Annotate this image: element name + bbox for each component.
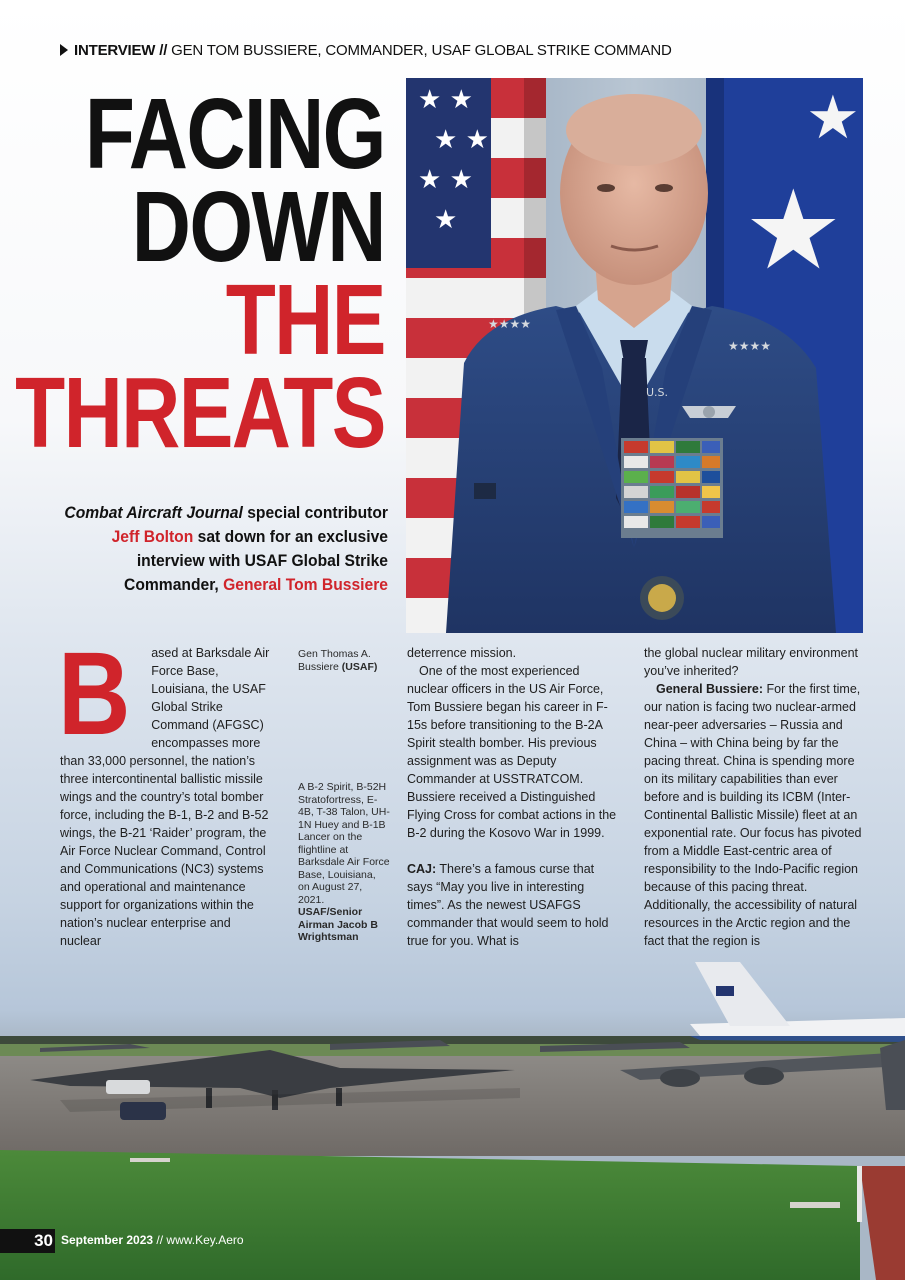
page-number-box — [0, 1229, 55, 1253]
svg-text:★★★★: ★★★★ — [488, 317, 532, 331]
airfield-caption — [298, 781, 390, 944]
article-paragraph-3: One of the most experienced nuclear officers in the US Air Force, Tom Bussiere began his career in F-15s before transitioning to the B-2A Spirit stealth bomber. His previous assignment was as Deputy Commander at USSTRATCOM. Bussiere received a Distinguished Flying Cross for combat actions in the B-2 during the Kosovo War in 1999. — [407, 664, 617, 840]
page-footer — [0, 1229, 905, 1253]
issue-date: September 2023 — [61, 1233, 154, 1247]
portrait-caption-text: Gen Thomas A. Bussiere — [298, 648, 371, 673]
article-column-3 — [644, 644, 862, 950]
footer-issue-info — [61, 1233, 244, 1247]
author-name: Jeff Bolton — [111, 527, 194, 546]
question-continuation: the global nuclear military environment you’ve inherited? — [644, 646, 858, 678]
svg-text:★ ★: ★ ★ — [418, 165, 473, 195]
triangle-bullet-icon — [60, 44, 68, 56]
standfirst — [57, 501, 388, 597]
headline-line-2: DOWN — [131, 171, 385, 283]
standfirst-part-2: sat down for an exclusive interview with USAF Global Strike Commander, — [124, 527, 388, 594]
portrait-caption-credit: (USAF) — [341, 660, 378, 673]
answer-paragraph — [644, 680, 862, 950]
portrait-caption — [298, 648, 390, 673]
svg-text:U.S.: U.S. — [646, 386, 669, 399]
page-number: 30 — [34, 1231, 53, 1250]
footer-separator: // — [156, 1233, 164, 1247]
article-paragraph-2: deterrence mission. — [407, 646, 517, 660]
answer-text: For the first time, our nation is facing two nuclear-armed near-peer adversaries – Russia and China – with China being by far the pacing threat. China is spending more on its military capabilities than ever before and is building its ICBM (Inter-Continental Ballistic Missile) fleet at an exponential rate. Our focus has pivoted from a Middle East-centric area of responsibility to the Indo-Pacific region because of this pacing threat. Additionally, the accessibility of natural resources in the Arctic region and the fact that the region is — [644, 682, 862, 948]
standfirst-part-1: special contributor — [247, 503, 388, 522]
answer-label: General Bussiere: — [656, 682, 763, 696]
portrait-illustration — [406, 78, 863, 633]
article-paragraph-1: ased at Barksdale Air Force Base, Louisiana, the USAF Global Strike Command (AFGSC) encompasses more than 33,000 personnel, the nation’s three intercontinental ballistic missile wings and the country’s total bomber force, including the B-1, B-2 and B-52 wings, the B-21 ‘Raider’ program, the Air Force Nuclear Command, Control and Communications (NC3) systems and operational and maintenance support for organizations within the nation’s nuclear enterprise and nuclear — [60, 646, 270, 948]
svg-text:★: ★ — [806, 83, 860, 153]
portrait-photo — [406, 78, 863, 633]
kicker-separator: // — [159, 42, 168, 59]
svg-text:★: ★ — [744, 166, 843, 294]
question-paragraph — [407, 860, 619, 950]
kicker-subject: GEN TOM BUSSIERE, COMMANDER, USAF GLOBAL STRIKE COMMAND — [171, 42, 672, 59]
website-link[interactable]: www.Key.Aero — [166, 1233, 244, 1247]
headline-line-3: THE — [225, 264, 385, 376]
section-kicker — [60, 42, 672, 59]
question-label: CAJ: — [407, 862, 437, 876]
question-text: There’s a famous curse that says “May you live in interesting times”. As the newest USAFGS commander that would seem to hold true for you. What is — [407, 862, 609, 948]
article-column-2 — [407, 644, 619, 950]
airfield-caption-credit: USAF/Senior Airman Jacob B Wrightsman — [298, 906, 378, 943]
svg-text:★ ★: ★ ★ — [418, 85, 473, 115]
interviewee-name: General Tom Bussiere — [223, 575, 388, 594]
drop-cap: B — [58, 628, 131, 760]
svg-text:★★★★: ★★★★ — [728, 339, 772, 353]
publication-name: Combat Aircraft Journal — [64, 503, 243, 522]
section-label: INTERVIEW — [74, 42, 156, 59]
headline — [15, 78, 385, 469]
headline-line-4: THREATS — [15, 357, 385, 469]
airfield-caption-text: A B-2 Spirit, B-52H Stratofortress, E-4B, T-38 Talon, UH-1N Huey and B-1B Lancer on the flightline at Barksdale Air Force Base, Louisiana, on August 27, 2021. — [298, 781, 390, 906]
article-column-1 — [58, 628, 272, 950]
headline-line-1: FACING — [85, 78, 385, 190]
svg-text:★: ★ — [434, 205, 458, 235]
svg-text:★ ★: ★ ★ — [434, 125, 489, 155]
